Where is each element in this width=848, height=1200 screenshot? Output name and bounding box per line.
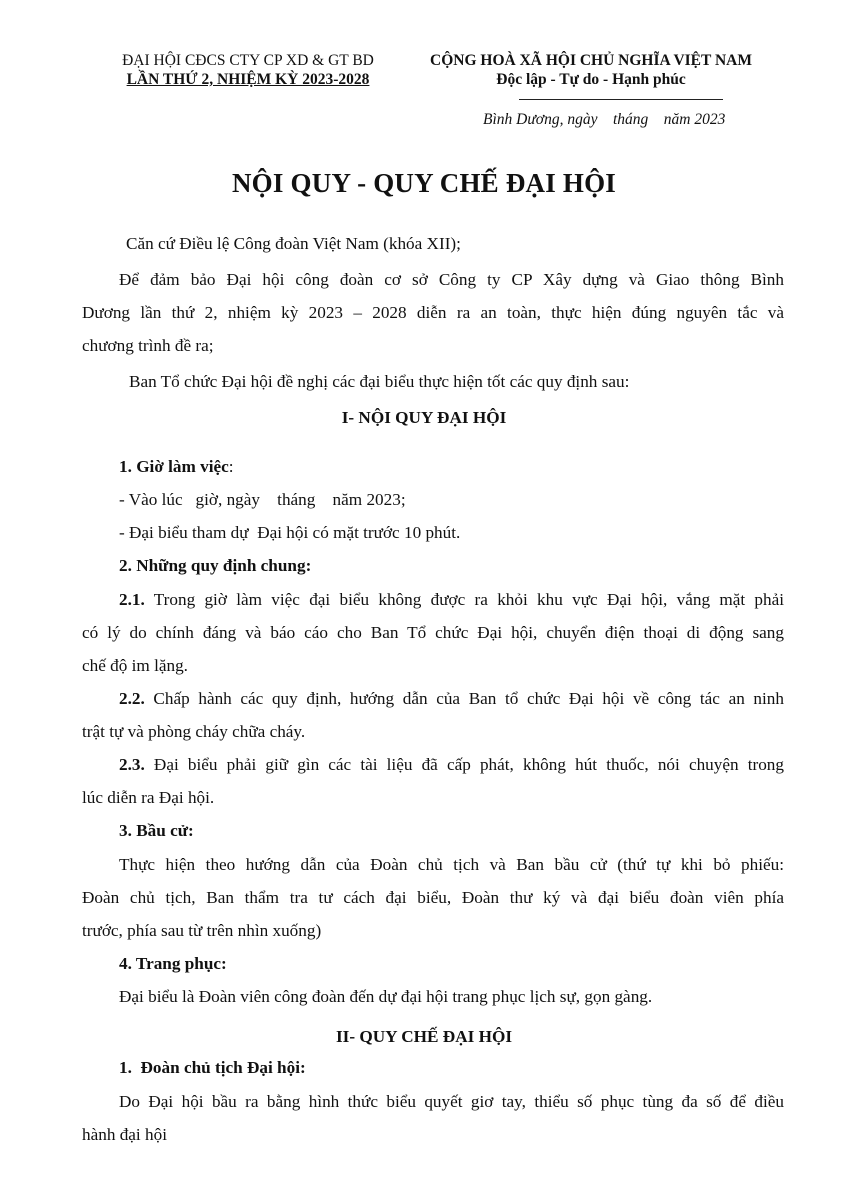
preamble-purpose-line-1: Để đảm bảo Đại hội công đoàn cơ sở Công ty CP Xây dựng và Giao thông Bình [119, 270, 784, 289]
national-title: CỘNG HOÀ XÃ HỘI CHỦ NGHĨA VIỆT NAM [430, 52, 752, 69]
working-hours-item-1: - Vào lúc giờ, ngày tháng năm 2023; [119, 490, 406, 509]
preamble-purpose-line-3: chương trình đề ra; [82, 336, 214, 355]
rule-2-3-line-1: 2.3. Đại biểu phải giữ gìn các tài liệu đã cấp phát, không hút thuốc, nói chuyện trong [119, 755, 784, 774]
election-line-1: Thực hiện theo hướng dẫn của Đoàn chủ tịch và Ban bầu cử (thứ tự khi bỏ phiếu: [119, 855, 784, 874]
rule-2-2-line-1: 2.2. Chấp hành các quy định, hướng dẫn của Ban tổ chức Đại hội về công tác an ninh [119, 689, 784, 708]
preamble-request: Ban Tổ chức Đại hội đề nghị các đại biểu thực hiện tốt các quy định sau: [129, 372, 630, 391]
presidium-line-2: hành đại hội [82, 1125, 167, 1144]
national-motto: Độc lập - Tự do - Hạnh phúc [496, 71, 686, 88]
section-2-heading: II- QUY CHẾ ĐẠI HỘI [335, 1027, 513, 1046]
org-term: LẦN THỨ 2, NHIỆM KỲ 2023-2028 [126, 71, 370, 88]
document-title: NỘI QUY - QUY CHẾ ĐẠI HỘI [231, 168, 616, 198]
election-line-3: trước, phía sau từ trên nhìn xuống) [82, 921, 322, 940]
date-place: Bình Dương, ngày tháng năm 2023 [483, 111, 726, 128]
attire-heading: 4. Trang phục: [119, 954, 227, 973]
rule-2-1-line-3: chế độ im lặng. [82, 656, 188, 675]
preamble-purpose-line-2: Dương lần thứ 2, nhiệm kỳ 2023 – 2028 diễn ra an toàn, thực hiện đúng nguyên tắc và [82, 303, 784, 322]
rule-2-1-line-1: 2.1. Trong giờ làm việc đại biểu không được ra khỏi khu vực Đại hội, vắng mặt phải [119, 590, 784, 609]
election-line-2: Đoàn chủ tịch, Ban thẩm tra tư cách đại biểu, Đoàn thư ký và đại biểu đoàn viên phía [82, 888, 784, 907]
election-heading: 3. Bầu cử: [119, 821, 194, 840]
general-rules-heading: 2. Những quy định chung: [119, 556, 312, 575]
attire-text: Đại biểu là Đoàn viên công đoàn đến dự đại hội trang phục lịch sự, gọn gàng. [119, 987, 653, 1006]
working-hours-heading: 1. Giờ làm việc: [119, 457, 234, 476]
motto-underline [519, 99, 723, 100]
rule-2-2-line-2: trật tự và phòng cháy chữa cháy. [82, 722, 306, 741]
org-name: ĐẠI HỘI CĐCS CTY CP XD & GT BD [122, 52, 374, 69]
rule-2-1-line-2: có lý do chính đáng và báo cáo cho Ban Tổ chức Đại hội, chuyển điện thoại di động sang [82, 623, 784, 642]
section-1-heading: I- NỘI QUY ĐẠI HỘI [341, 408, 507, 427]
presidium-heading: 1. Đoàn chủ tịch Đại hội: [119, 1058, 306, 1077]
working-hours-item-2: - Đại biểu tham dự Đại hội có mặt trước 10 phút. [119, 523, 461, 542]
presidium-line-1: Do Đại hội bầu ra bằng hình thức biểu quyết giơ tay, thiểu số phục tùng đa số để điều [119, 1092, 784, 1111]
preamble-basis: Căn cứ Điều lệ Công đoàn Việt Nam (khóa XII); [126, 234, 461, 253]
rule-2-3-line-2: lúc diễn ra Đại hội. [82, 788, 215, 807]
